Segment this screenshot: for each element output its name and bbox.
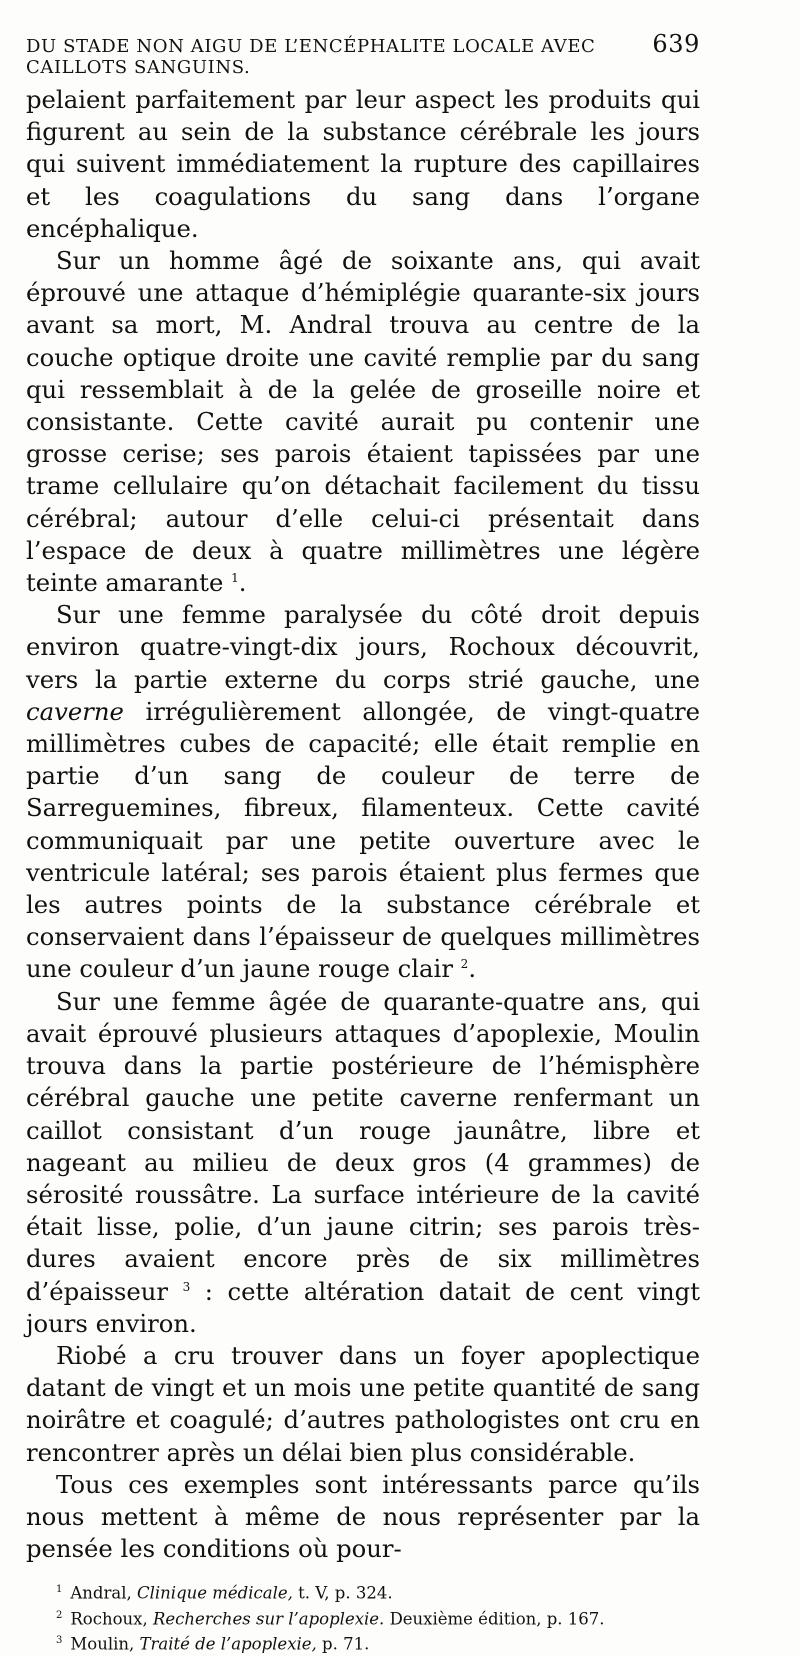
- paragraph-3-text-b: irrégulièrement allongée, de vingt-quatre millimètres cubes de capacité; elle était remplie en partie d’un sang de couleur de terre de Sarreguemines, fibreux, filamenteux. Cette cavité communiquait par une petite ouverture avec le ventricule latéral; ses parois étaient plus fermes que les autres points de la substance cérébrale et conservaient dans l’épaisseur de quelques millimètres une couleur d’un jaune rouge clair: [26, 696, 700, 984]
- paragraph-5-text: Riobé a cru trouver dans un foyer apoplectique datant de vingt et un mois une petite quantité de sang noirâtre et coagulé; d’autres pathologistes ont cru en rencontrer après un délai bien plus considérable.: [26, 1340, 700, 1467]
- italic-word: caverne: [26, 696, 124, 726]
- footnote-title: Recherches sur l’apoplexie.: [152, 1609, 385, 1629]
- footnote-title: Traité de l’apoplexie,: [139, 1634, 317, 1654]
- footnote-author: Rochoux,: [70, 1609, 148, 1629]
- footnote-rest: p. 71.: [322, 1634, 370, 1654]
- running-header: [26, 30, 700, 78]
- footnote-1: [56, 1579, 700, 1605]
- page-number: 639: [652, 30, 700, 58]
- paragraph-6-text: Tous ces exemples sont intéressants parce qu’ils nous mettent à même de nous représenter par la pensée les conditions où pour-: [26, 1469, 700, 1564]
- body-text: [26, 84, 700, 1565]
- paragraph-1: [26, 84, 700, 245]
- footnote-title: Clinique médicale,: [136, 1583, 293, 1603]
- footnote-author: Andral,: [70, 1583, 132, 1603]
- footnote-ref-2: 2: [460, 957, 469, 972]
- footnote-ref-1: 1: [231, 570, 239, 585]
- running-title: DU STADE NON AIGU DE L’ENCÉPHALITE LOCALE AVEC CAILLOTS SANGUINS.: [26, 36, 596, 78]
- paragraph-4-end: : cette altération datait de cent vingt jours environ.: [26, 1276, 700, 1338]
- footnote-rest: t. V, p. 324.: [298, 1583, 393, 1603]
- footnote-author: Moulin,: [70, 1634, 135, 1654]
- footnote-3: [56, 1630, 700, 1656]
- paragraph-4-text: Sur une femme âgée de quarante-quatre ans, qui avait éprouvé plusieurs attaques d’apoplexie, Moulin trouva dans la partie postérieure de l’hémisphère cérébral gauche une petite caverne renfermant un caillot consistant d’un rouge jaunâtre, libre et nageant au milieu de deux gros (4 grammes) de sérosité roussâtre. La surface intérieure de la cavité était lisse, polie, d’un jaune citrin; ses parois très-dures avaient encore près de six millimètres d’épaisseur: [26, 986, 700, 1306]
- footnote-mark: 3: [56, 1635, 63, 1647]
- paragraph-1-text: pelaient parfaitement par leur aspect les produits qui figurent au sein de la substance cérébrale les jours qui suivent immédiatement la rupture des capillaires et les coagulations du sang dans l’organe encéphalique.: [26, 85, 700, 243]
- paragraph-3-end: .: [468, 954, 477, 984]
- footnote-rest: Deuxième édition, p. 167.: [389, 1609, 605, 1629]
- footnotes: [26, 1579, 700, 1656]
- paragraph-2: [26, 245, 700, 599]
- footnote-mark: 1: [56, 1584, 63, 1596]
- footnote-ref-3: 3: [182, 1279, 191, 1294]
- paragraph-3-text-a: Sur une femme paralysée du côté droit depuis environ quatre-vingt-dix jours, Rochoux découvrit, vers la partie externe du corps strié gauche, une: [26, 600, 700, 694]
- paragraph-6: [26, 1469, 700, 1566]
- paragraph-5: [26, 1340, 700, 1469]
- paragraph-2-text: Sur un homme âgé de soixante ans, qui avait éprouvé une attaque d’hémiplégie quarante-six jours avant sa mort, M. Andral trouva au centre de la couche optique droite une cavité remplie par du sang qui ressemblait à de la gelée de groseille noire et consistante. Cette cavité aurait pu contenir une grosse cerise; ses parois étaient tapissées par une trame cellulaire qu’on détachait facilement du tissu cérébral; autour d’elle celui-ci présentait dans l’espace de deux à quatre millimètres une légère teinte amarante: [26, 246, 700, 598]
- paragraph-2-end: .: [238, 568, 247, 598]
- footnote-mark: 2: [56, 1609, 63, 1621]
- footnote-2: [56, 1605, 700, 1631]
- paragraph-4: [26, 986, 700, 1340]
- paragraph-3: [26, 599, 700, 985]
